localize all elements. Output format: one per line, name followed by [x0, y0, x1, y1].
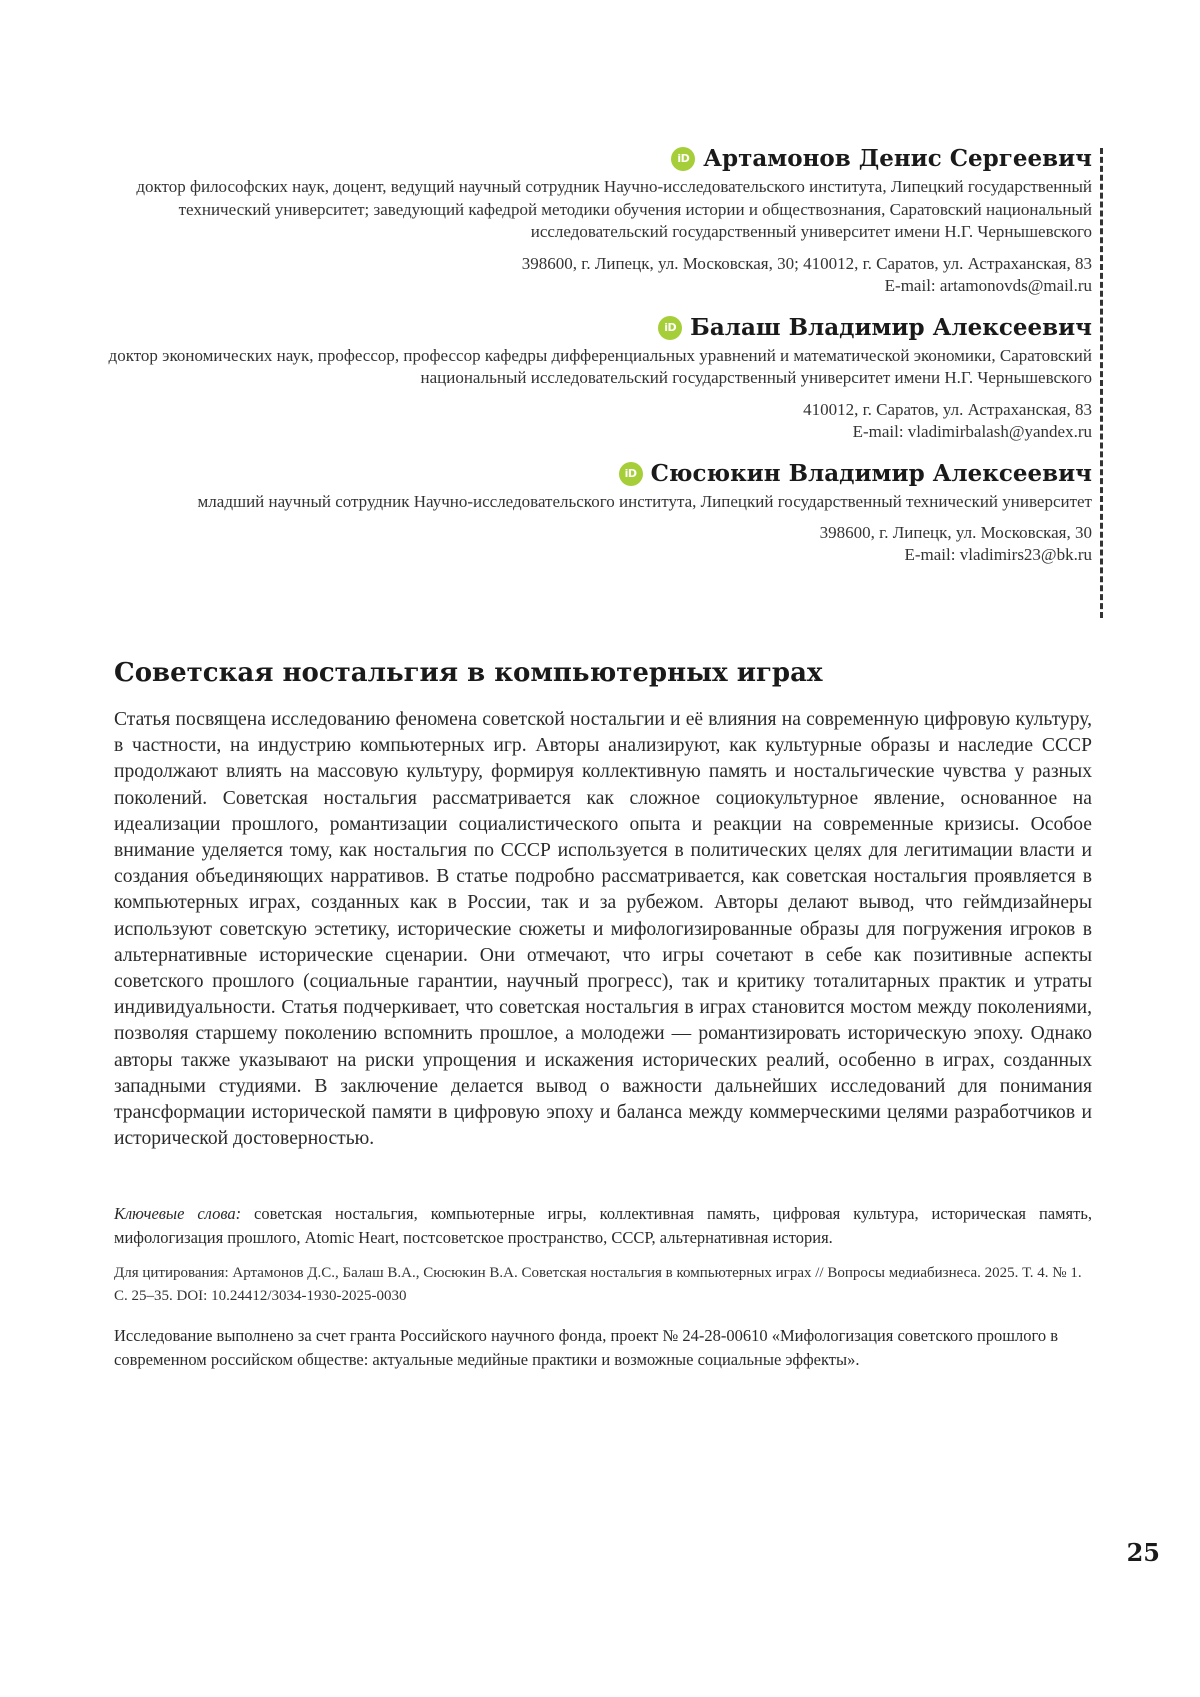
citation: Для цитирования: Артамонов Д.С., Балаш В.А., Сюсюкин В.А. Советская ностальгия в компьютерных играх // Вопросы медиабизнеса. 2025. Т. 4. № 1. С. 25–35. DOI: 10.24412/3034-1930-2025-0030 [114, 1265, 1082, 1304]
author-address-block [100, 399, 1092, 443]
author-email[interactable]: E-mail: vladimirbalash@yandex.ru [852, 421, 1092, 441]
author-address-block [100, 253, 1092, 297]
author-name [100, 457, 1092, 491]
author-affiliation: доктор экономических наук, профессор, профессор кафедры дифференциальных уравнений и математической экономики, Саратовский национальный исследовательский государственный университет имени Н.Г. Чернышевского [108, 345, 1092, 387]
orcid-icon[interactable]: iD [658, 316, 682, 340]
author-email[interactable]: E-mail: vladimirs23@bk.ru [904, 545, 1092, 564]
authors-dashed-rule [1100, 148, 1103, 618]
funding-note: Исследование выполнено за счет гранта Российского научного фонда, проект № 24-28-00610 «Мифологизация советского прошлого в современном российском обществе: актуальные медийные практики и возможные социальные эффекты». [114, 1326, 1058, 1369]
authors-block [100, 142, 1092, 580]
orcid-icon[interactable]: iD [671, 147, 695, 171]
article-title: Советская ностальгия в компьютерных играх [114, 658, 823, 688]
page-number: 25 [1126, 1538, 1160, 1567]
author-address: 410012, г. Саратов, ул. Астраханская, 83 [803, 399, 1092, 419]
author-name [100, 311, 1092, 345]
author-name-text: Балаш Владимир Алексеевич [690, 313, 1092, 341]
abstract: Статья посвящена исследованию феномена советской ностальгии и её влияния на современную цифровую культуру, в частности, на индустрию компьютерных игр. Авторы анализируют, как культурные образы и наследие СССР продолжают влиять на массовую культуру, формируя коллективную память и ностальгические чувства у разных поколений. Советская ностальгия рассматривается как сложное социокультурное явление, основанное на идеализации прошлого, романтизации социалистического опыта и реакции на современные кризисы. Особое внимание уделяется тому, как ностальгия по СССР используется в политических целях для легитимации власти и создания объединяющих нарративов. В статье подробно рассматривается, как советская ностальгия проявляется в компьютерных играх, созданных как в России, так и за рубежом. Авторы делают вывод, что геймдизайнеры используют советскую эстетику, исторические сюжеты и мифологизированные образы для погружения игроков в альтернативные исторические сценарии. Они отмечают, что игры сочетают в себе как позитивные аспекты советского прошлого (социальные гарантии, научный прогресс), так и критику тоталитарных практик и утраты индивидуальности. Статья подчеркивает, что советская ностальгия в играх становится мостом между поколениями, позволяя старшему поколению вспомнить прошлое, а молодежи — романтизировать историческую эпоху. Однако авторы также указывают на риски упрощения и искажения исторических реалий, особенно в играх, созданных западными студиями. В заключение делается вывод о важности дальнейших исследований для понимания трансформации исторической памяти в цифровую эпоху и баланса между коммерческими целями разработчиков и исторической достоверностью. [114, 709, 1092, 1150]
author-1 [100, 142, 1092, 297]
author-address: 398600, г. Липецк, ул. Московская, 30; 410012, г. Саратов, ул. Астраханская, 83 [521, 253, 1092, 273]
keywords-text: советская ностальгия, компьютерные игры, коллективная память, цифровая культура, историческая память, мифологизация прошлого, Atomic Heart, постсоветское пространство, СССР, альтернативная история. [114, 1204, 1092, 1247]
author-2 [100, 311, 1092, 443]
author-name [100, 142, 1092, 176]
author-name-text: Сюсюкин Владимир Алексеевич [650, 459, 1092, 487]
author-3 [100, 457, 1092, 567]
author-email[interactable]: E-mail: artamonovds@mail.ru [884, 275, 1092, 295]
author-affiliation: доктор философских наук, доцент, ведущий научный сотрудник Научно-исследовательского института, Липецкий государственный технический университет; заведующий кафедрой методики обучения истории и обществознания, Саратовский национальный исследовательский государственный университет имени Н.Г. Чернышевского [136, 177, 1092, 241]
orcid-icon[interactable]: iD [619, 462, 643, 486]
author-address-block [100, 522, 1092, 566]
author-affiliation: младший научный сотрудник Научно-исследовательского института, Липецкий государственный технический университет [197, 491, 1092, 511]
author-name-text: Артамонов Денис Сергеевич [703, 145, 1092, 172]
keywords-label: Ключевые слова: [114, 1204, 242, 1223]
keywords [114, 1202, 1092, 1250]
author-address: 398600, г. Липецк, ул. Московская, 30 [819, 523, 1092, 542]
